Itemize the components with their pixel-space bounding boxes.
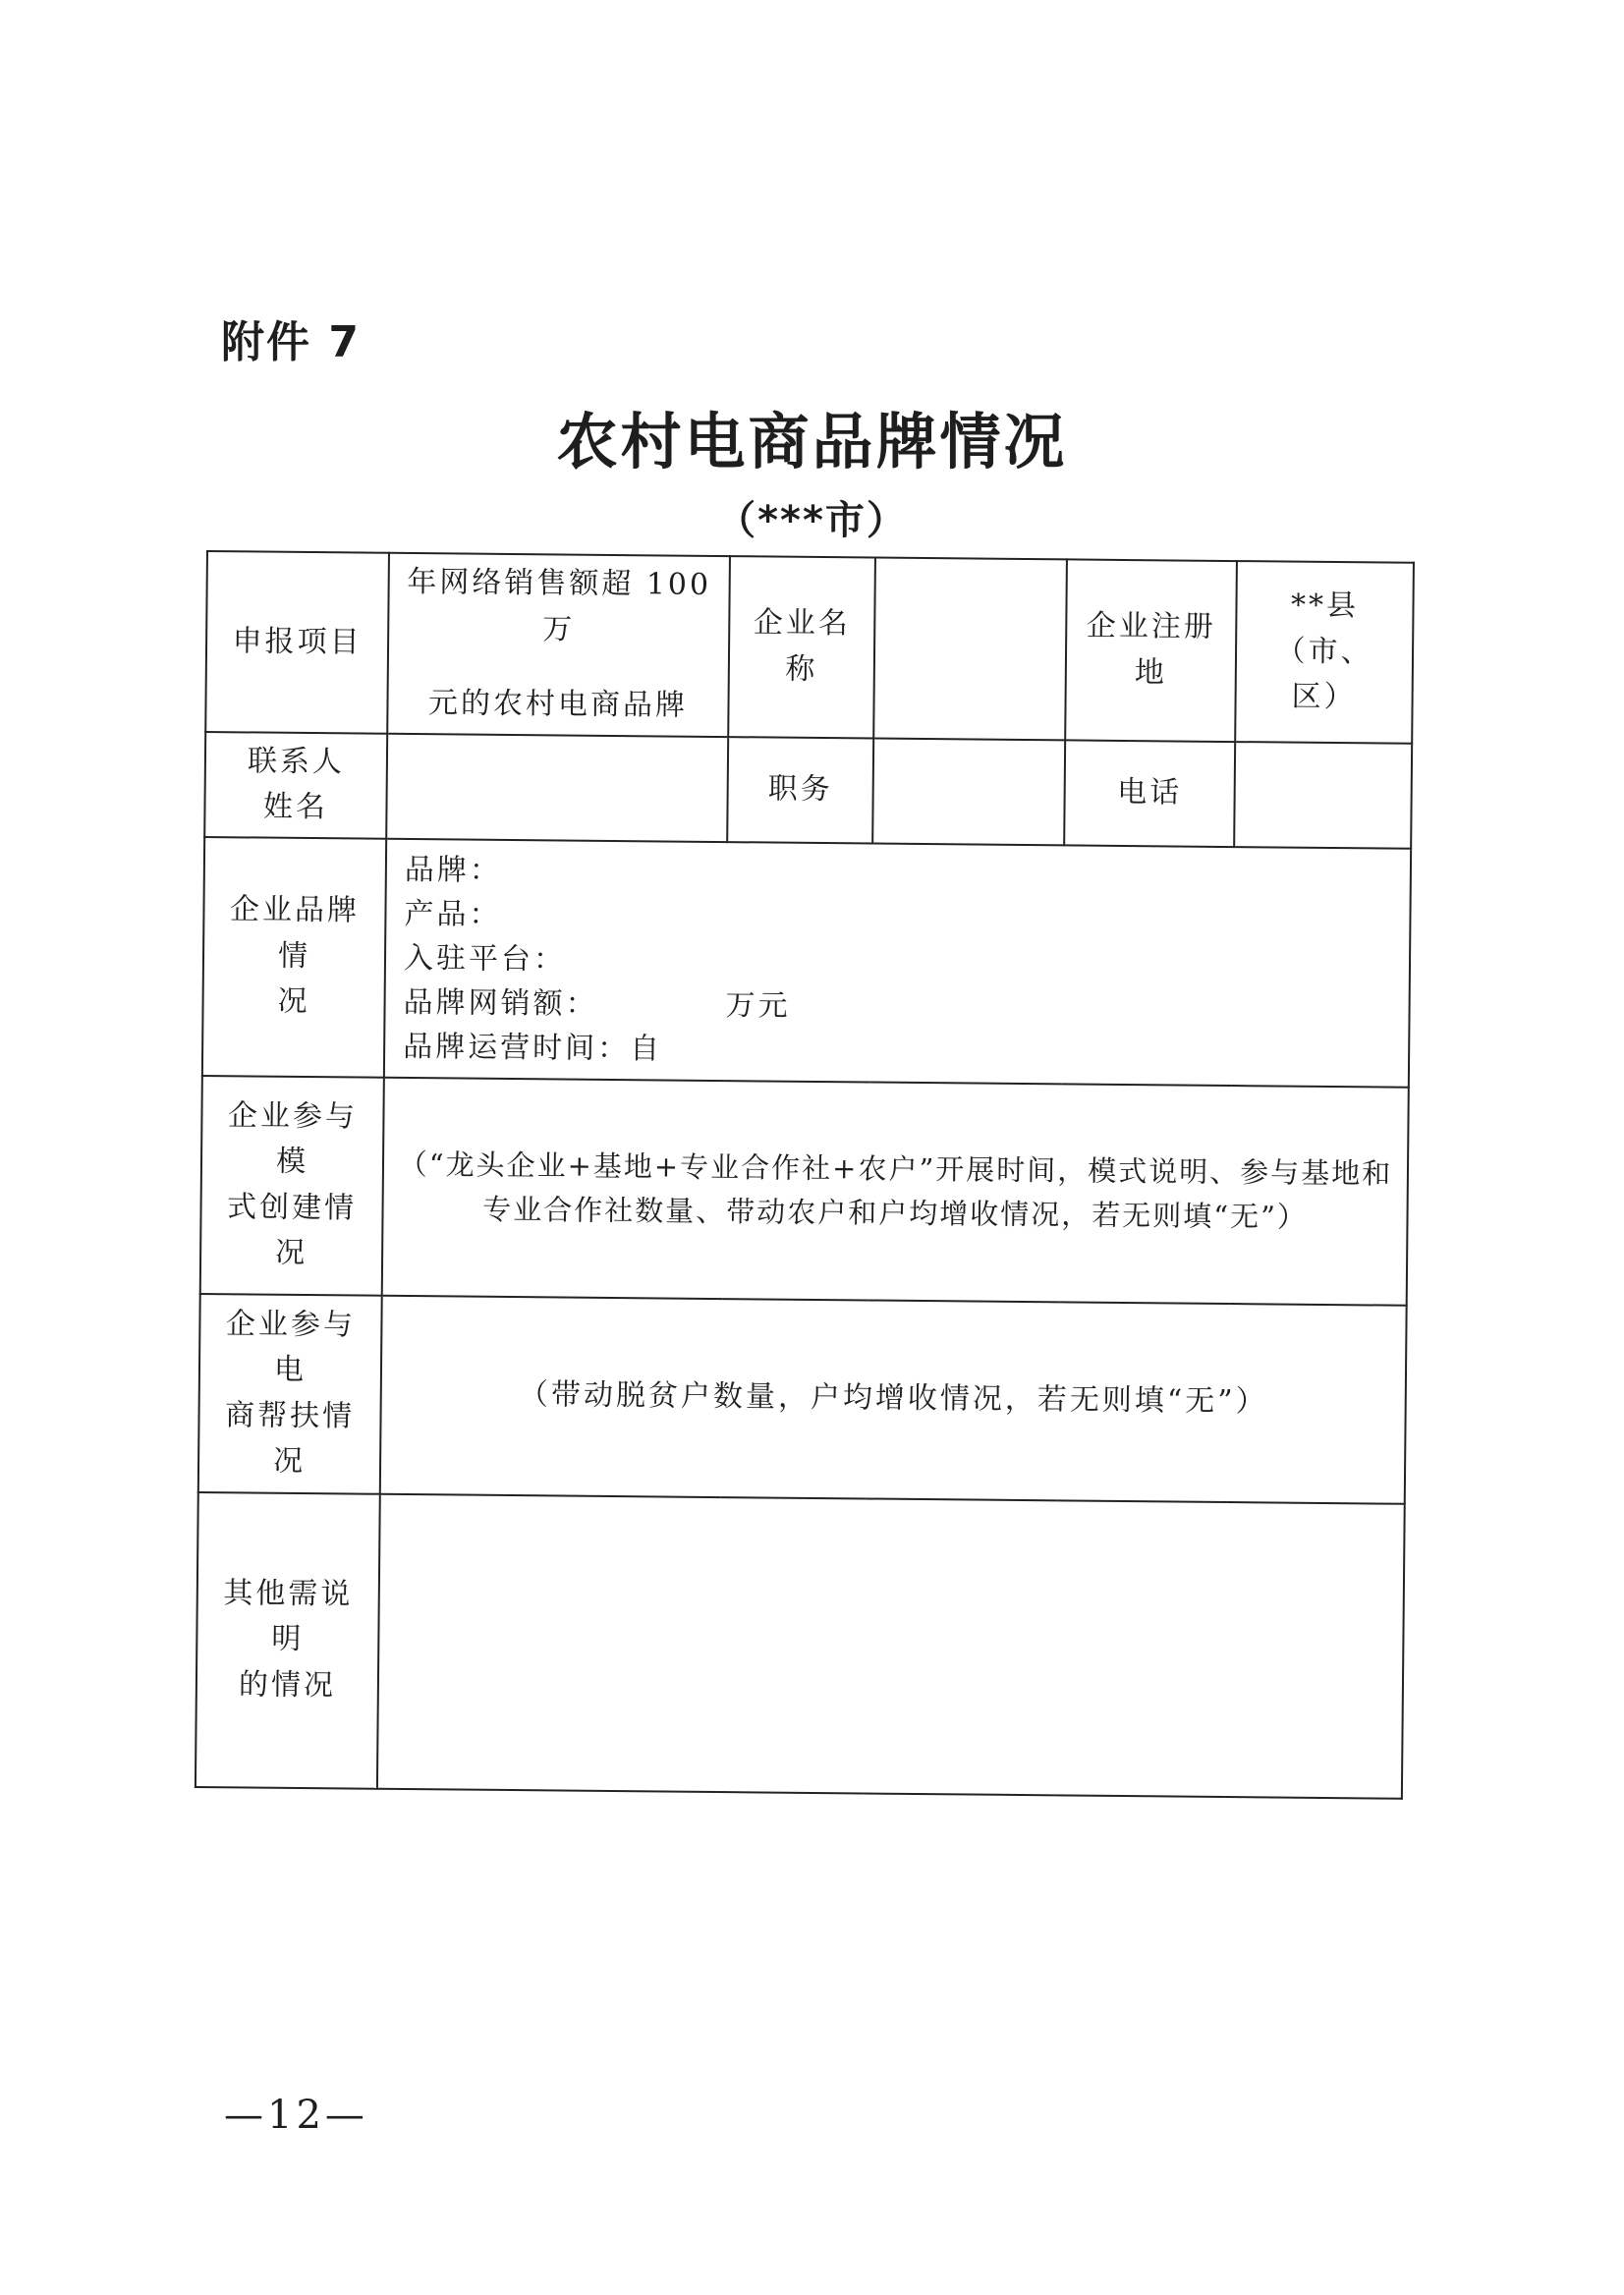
other-label-line2: 的情况 — [238, 1667, 337, 1704]
sales-unit: 万元 — [725, 987, 791, 1024]
page-number: —12— — [224, 2093, 368, 2138]
assist-field[interactable] — [380, 1295, 1407, 1503]
sales-label: 品牌网销额： — [403, 984, 598, 1022]
model-label-line1: 企业参与模 — [227, 1097, 359, 1180]
document-title: 农村电商品牌情况 — [556, 406, 1068, 477]
registration-value-line1: **县（市、 — [1275, 588, 1373, 669]
registration-value-cell[interactable] — [1235, 561, 1414, 743]
registration-label-cell — [1065, 559, 1237, 741]
model-field[interactable] — [382, 1077, 1409, 1305]
other-label-line1: 其他需说明 — [223, 1575, 354, 1657]
platform-line: 入驻平台： — [403, 940, 567, 978]
phone-label: 电话 — [1064, 740, 1235, 847]
row-model — [200, 1075, 1409, 1305]
position-field[interactable] — [872, 738, 1065, 845]
assist-label-line2: 商帮扶情况 — [224, 1397, 356, 1480]
registration-label-line1: 企业注册 — [1086, 608, 1216, 645]
position-label: 职务 — [727, 737, 873, 843]
contact-label-line1: 联系人 — [247, 743, 346, 779]
brand-info-cell[interactable] — [384, 838, 1411, 1087]
registration-value-line2: 区） — [1291, 679, 1357, 715]
phone-field[interactable] — [1234, 742, 1412, 849]
other-field[interactable] — [377, 1493, 1405, 1798]
company-name-label-line1: 企业名 — [753, 605, 851, 642]
company-name-field[interactable] — [873, 558, 1067, 740]
project-label-cell — [205, 551, 389, 733]
company-name-label-cell — [728, 556, 875, 738]
contact-label-line2: 姓名 — [262, 789, 329, 825]
row-assist — [198, 1293, 1407, 1503]
document-subtitle: （***市） — [716, 498, 908, 543]
row-project — [205, 551, 1414, 743]
sales-blank — [597, 1013, 725, 1014]
row-other — [196, 1491, 1405, 1798]
model-hint-line1: （“龙头企业+基地+专业合作社+农户”开展时间，模式说明、参与基地和 — [398, 1147, 1393, 1191]
row-brand — [202, 836, 1411, 1087]
brand-line: 品牌： — [404, 852, 503, 888]
project-label: 申报项目 — [232, 623, 363, 660]
assist-label-line1: 企业参与电 — [225, 1306, 357, 1388]
registration-label-line2: 地 — [1134, 654, 1168, 691]
model-label-line2: 式创建情况 — [226, 1189, 358, 1271]
row-contact — [204, 732, 1412, 849]
other-label-cell — [196, 1491, 380, 1788]
product-line: 产品： — [404, 896, 502, 932]
contact-label-cell — [204, 732, 387, 839]
model-hint-line2: 专业合作社数量、带动农户和户均增收情况，若无则填“无”） — [482, 1192, 1309, 1234]
project-value-line1: 年网络销售额超 100 万 — [407, 564, 712, 647]
attachment-label: 附件 7 — [221, 317, 361, 367]
brand-form-table — [195, 550, 1415, 1799]
brand-label-line2: 况 — [277, 983, 310, 1020]
operation-time-line: 品牌运营时间：自 — [402, 1029, 663, 1066]
company-name-label-line2: 称 — [785, 651, 818, 687]
project-value-cell[interactable] — [387, 553, 730, 737]
project-value-line2: 元的农村电商品牌 — [427, 686, 689, 723]
contact-name-field[interactable] — [386, 733, 728, 841]
assist-label-cell — [198, 1293, 382, 1493]
assist-hint: （带动脱贫户数量，户均增收情况，若无则填“无”） — [518, 1377, 1268, 1420]
brand-label-line1: 企业品牌情 — [229, 892, 361, 974]
brand-label-cell — [202, 836, 386, 1077]
model-label-cell — [200, 1075, 384, 1295]
